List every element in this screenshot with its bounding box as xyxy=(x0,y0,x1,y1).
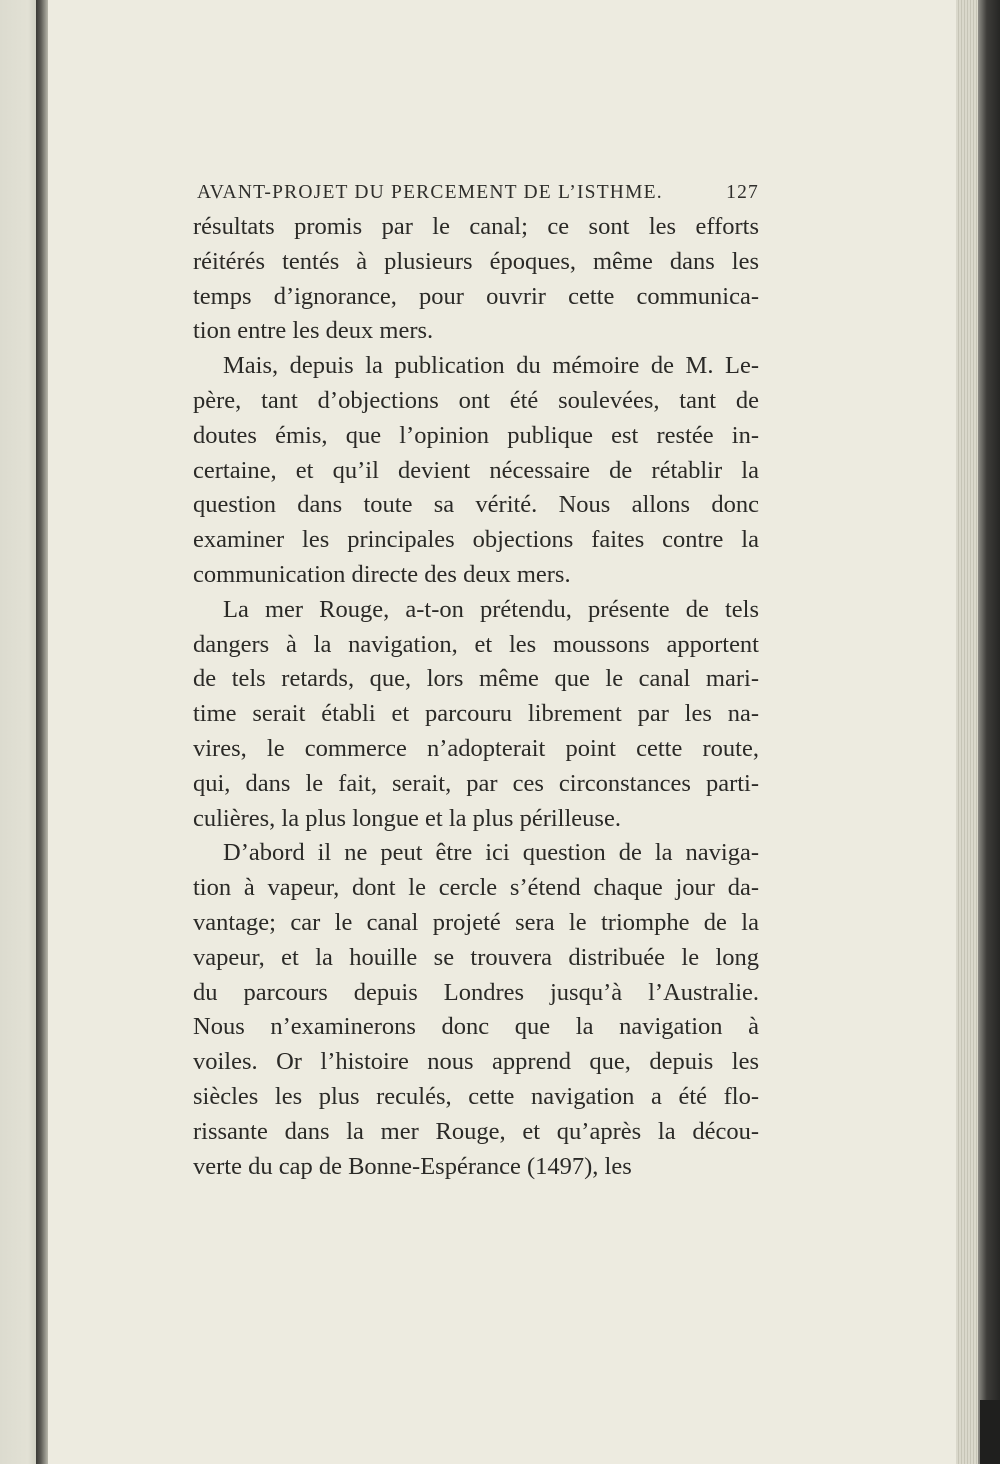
running-head-title: AVANT-PROJET DU PERCEMENT DE L’ISTHME. xyxy=(197,182,663,203)
adjacent-left-page xyxy=(0,0,40,1464)
paragraph xyxy=(193,349,759,593)
text-line: siècles les plus reculés, cette navigation a été flo- xyxy=(193,1082,759,1110)
paragraph xyxy=(193,836,759,1184)
text-line: certaine, et qu’il devient nécessaire de rétablir la xyxy=(193,456,759,484)
text-line: communication directe des deux mers. xyxy=(193,560,571,588)
text-line: père, tant d’objections ont été soulevées, tant de xyxy=(193,386,759,414)
text-line: rissante dans la mer Rouge, et qu’après la décou- xyxy=(193,1117,759,1145)
text-line: du parcours depuis Londres jusqu’à l’Australie. xyxy=(193,978,759,1006)
text-line: temps d’ignorance, pour ouvrir cette communica- xyxy=(193,282,759,310)
text-line: tion entre les deux mers. xyxy=(193,317,434,345)
text-line: D’abord il ne peut être ici question de la naviga- xyxy=(223,839,759,867)
corner-shadow xyxy=(980,1400,1000,1464)
running-head xyxy=(197,176,759,210)
text-line: question dans toute sa vérité. Nous allons donc xyxy=(193,491,759,519)
book-gutter xyxy=(36,0,48,1464)
text-line: culières, la plus longue et la plus périlleuse. xyxy=(193,804,621,832)
body-text xyxy=(193,210,759,1184)
paragraph xyxy=(193,210,759,349)
text-line: qui, dans le fait, serait, par ces circonstances parti- xyxy=(193,769,759,797)
text-line: La mer Rouge, a-t-on prétendu, présente de tels xyxy=(223,595,759,623)
text-line: de tels retards, que, lors même que le canal mari- xyxy=(193,665,759,693)
text-line: time serait établi et parcouru librement par les na- xyxy=(193,700,759,728)
text-line: voiles. Or l’histoire nous apprend que, depuis les xyxy=(193,1048,759,1076)
page-number: 127 xyxy=(726,182,759,203)
text-line: examiner les principales objections faites contre la xyxy=(193,526,759,554)
text-line: doutes émis, que l’opinion publique est restée in- xyxy=(193,421,759,449)
text-line: vires, le commerce n’adopterait point cette route, xyxy=(193,734,759,762)
text-line: résultats promis par le canal; ce sont les efforts xyxy=(193,213,759,240)
paragraph xyxy=(193,593,759,837)
text-line: Mais, depuis la publication du mémoire de M. Le- xyxy=(223,352,759,380)
edge-shadow xyxy=(978,0,1000,1464)
text-line: vapeur, et la houille se trouvera distribuée le long xyxy=(193,943,759,971)
text-block xyxy=(193,176,759,1184)
text-line: dangers à la navigation, et les moussons apportent xyxy=(193,630,759,658)
page-edges xyxy=(956,0,980,1464)
text-line: Nous n’examinerons donc que la navigation à xyxy=(193,1013,759,1041)
text-line: réitérés tentés à plusieurs époques, même dans les xyxy=(193,247,759,275)
text-line: vantage; car le canal projeté sera le triomphe de la xyxy=(193,908,759,936)
text-line: verte du cap de Bonne-Espérance (1497), les xyxy=(193,1152,632,1180)
text-line: tion à vapeur, dont le cercle s’étend chaque jour da- xyxy=(193,874,759,902)
